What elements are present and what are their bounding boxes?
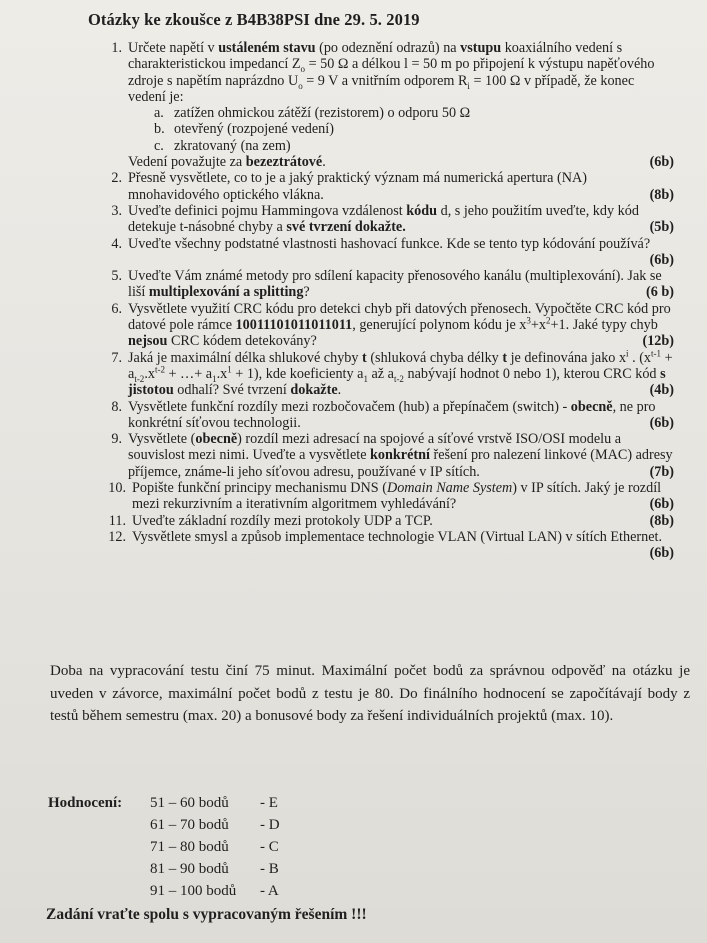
question-number: 3. xyxy=(111,202,122,219)
grading-row: 81 – 90 bodů - B xyxy=(150,861,279,877)
question-note: Vedení považujte za bezeztrátové. (6b) xyxy=(128,154,674,171)
question-12 xyxy=(92,529,674,562)
question-body: Popište funkční principy mechanismu DNS (Domain Name System) v IP sítích. Jaký je rozdíl mezi rekurzivním a iterativním algoritmem vyhledávání? (6b) xyxy=(132,480,674,513)
option-a: a. zatížen ohmickou zátěží (rezistorem) o odporu 50 Ω xyxy=(154,105,471,122)
question-body: Uveďte definici pojmu Hammingova vzdálenost kódu d, s jeho použitím uveďte, kdy kód detekuje t-násobné chyby a své tvrzení dokažte. (5b) xyxy=(128,202,674,236)
question-points: (6b) xyxy=(649,496,674,513)
option-b: b. otevřený (rozpojené vedení) xyxy=(154,121,334,138)
question-points: (6b) xyxy=(649,414,674,431)
question-number: 1. xyxy=(111,40,122,56)
question-body: Uveďte všechny podstatné vlastnosti hashovací funkce. Kde se tento typ kódování používá? (6b) xyxy=(128,235,674,268)
question-body: Přesně vysvětlete, co to je a jaký praktický význam má numerická apertura (NA) mnohavidového optického vlákna. (8b) xyxy=(128,170,674,203)
question-4 xyxy=(92,236,674,269)
question-body: Uveďte Vám známé metody pro sdílení kapacity přenosového kanálu (multiplexování). Jak se liší multiplexování a splitting? (6 b) xyxy=(128,268,674,301)
question-11 xyxy=(92,513,674,529)
question-points: (5b) xyxy=(649,219,674,236)
question-1 xyxy=(92,40,674,170)
grading-rows xyxy=(150,792,280,902)
question-points: (4b) xyxy=(649,382,674,399)
question-9 xyxy=(92,431,674,480)
question-number: 4. xyxy=(111,235,122,252)
question-number: 10. xyxy=(108,480,126,497)
question-5 xyxy=(92,268,674,301)
question-body: Určete napětí v ustáleném stavu (po odeznění odrazů) na vstupu koaxiálního vedení s charakteristickou impedancí $Z_o = 50$ Ω a délkou l = 50 m po připojení k výstupu napěťového zdroje s napětím naprázdno $U_o = 9$ V a vnitřním odporem $R_i = 100$ Ω v případě, že konec vedení je: a. zatížen ohmickou zátěží (rezistorem) o odporu 50 Ω b. otevřený (rozpojené vedení) c. zkratovaný (na zem) Vedení považujte za bezeztrátové. (6b) xyxy=(128,40,674,171)
question-points: (7b) xyxy=(649,463,674,480)
question-body: Uveďte základní rozdíly mezi protokoly UDP a TCP. (8b) xyxy=(132,512,674,529)
question-number: 12. xyxy=(108,528,126,545)
question-10 xyxy=(92,480,674,513)
question-points: (6b) xyxy=(649,545,674,562)
question-number: 8. xyxy=(111,398,122,415)
question-6 xyxy=(92,301,674,350)
question-body: Vysvětlete funkční rozdíly mezi rozbočovačem (hub) a přepínačem (switch) - obecně, ne pro konkrétní síťovou technologii. (6b) xyxy=(128,398,674,431)
question-7 xyxy=(92,347,674,399)
question-3 xyxy=(92,203,674,236)
question-points: (12b) xyxy=(642,333,674,350)
question-number: 6. xyxy=(111,300,122,317)
question-points: (6 b) xyxy=(646,284,674,301)
grading-row: 91 – 100 bodů - A xyxy=(150,883,279,899)
grading-label: Hodnocení: xyxy=(48,795,123,811)
question-number: 7. xyxy=(111,349,122,366)
return-instruction: Zadání vraťte spolu s vypracovaným řešením !!! xyxy=(46,906,367,923)
question-number: 2. xyxy=(111,170,122,187)
question-points: (8b) xyxy=(649,186,674,203)
grading-row: 71 – 80 bodů - C xyxy=(150,839,279,855)
question-points: (6b) xyxy=(649,251,674,268)
exam-title: Otázky ke zkoušce z B4B38PSI dne 29. 5. 2019 xyxy=(88,10,420,29)
question-points: (8b) xyxy=(649,512,674,529)
question-points: (6b) xyxy=(649,154,674,171)
exam-instructions: Doba na vypracování testu činí 75 minut. Maximální počet bodů za správnou odpověď na otázku je uveden v závorce, maximální počet bodů z testu je 80. Do finálního hodnocení se započítávají body z testů během semestru (max. 20) a bonusové body za řešení individuálních projektů (max. 10). xyxy=(50,663,690,724)
question-8 xyxy=(92,399,674,432)
option-c: c. zkratovaný (na zem) xyxy=(154,137,291,154)
question-2 xyxy=(92,170,674,203)
question-list xyxy=(92,40,674,562)
question-body: Vysvětlete (obecně) rozdíl mezi adresací na spojové a síťové vrstvě ISO/OSI modelu a souvislost mezi nimi. Uveďte a vysvětlete konkrétní řešení pro nalezení linkové (MAC) adresy příjemce, známe-li jeho síťovou adresu, používané v IP sítích. (7b) xyxy=(128,431,674,480)
question-body: Vysvětlete využití CRC kódu pro detekci chyb při datových přenosech. Vypočtěte CRC kód pro datové pole rámce 10011101011011011, generující polynom kódu je $x^3+x^2+1$. Jaké typy chyb nejsou CRC kódem detekovány? (12b) xyxy=(128,300,674,350)
question-body: Jaká je maximální délka shlukové chyby t (shluková chyba délky t je definována jako $x^i$ . ($x^{t-1} + a_{t-2}.x^{t-2}$ + …+ $a_1.x^1 + 1$), kde koeficienty $a_1$ až $a_{t-2}$ nabývají hodnot 0 nebo 1), kterou CRC kód s jistotou odhalí? Své tvrzení dokažte. (4b) xyxy=(128,347,674,399)
grading-row: 61 – 70 bodů - D xyxy=(150,817,280,833)
grading-row: 51 – 60 bodů - E xyxy=(150,795,278,811)
question-number: 11. xyxy=(108,512,126,529)
question-body: Vysvětlete smysl a způsob implementace technologie VLAN (Virtual LAN) v sítích Ethernet. (6b) xyxy=(132,528,674,562)
question-number: 5. xyxy=(111,268,122,285)
question-number: 9. xyxy=(111,431,122,448)
